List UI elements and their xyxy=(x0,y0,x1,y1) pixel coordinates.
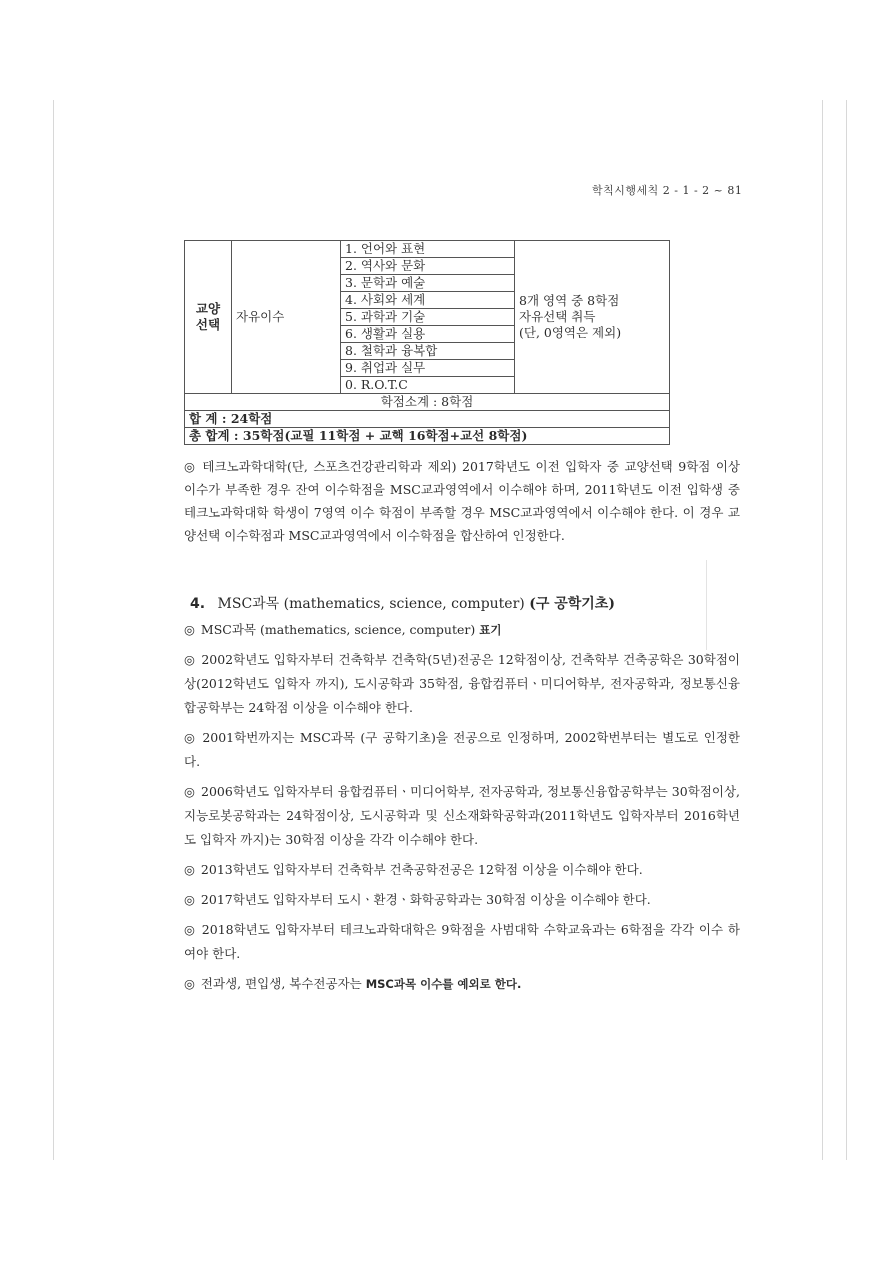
rule-text: 2001학번까지는 MSC과목 (구 공학기초)을 전공으로 인정하며, 2002학번부터는 별도로 인정한다. xyxy=(184,730,740,769)
total-row: 합 계 : 24학점 xyxy=(185,411,670,428)
curriculum-table xyxy=(184,240,670,445)
page-reference: 학칙시행세칙 2 - 1 - 2 ~ 81 xyxy=(592,184,743,197)
rule-text: MSC과목 (mathematics, science, computer) xyxy=(200,622,476,637)
note-text: 8개 영역 중 8학점 자유선택 취득 (단, 0영역은 제외) xyxy=(519,293,622,340)
rule-bold-text: 표기 xyxy=(479,623,502,637)
rule-text: 2006학년도 입학자부터 융합컴퓨터ㆍ미디어학부, 전자공학과, 정보통신융합공학부는 30학점이상, 지능로봇공학과는 24학점이상, 도시공학과 및 신소재화학공학과(2011학년도 입학자부터 2016학년도 입학자 까지)는 30학점 이상을 각각 이수해야 한다. xyxy=(184,784,740,847)
transfer-note xyxy=(184,455,740,553)
section-title-en: MSC과목 (mathematics, science, computer) xyxy=(217,596,525,612)
area-row: 2. 역사와 문화 xyxy=(341,258,515,275)
page-edge-right-1 xyxy=(822,100,823,1160)
section-heading xyxy=(190,593,615,613)
area-row: 6. 생활과 실용 xyxy=(341,326,515,343)
double-circle-icon: ◎ xyxy=(184,976,195,991)
category-label: 교양 선택 xyxy=(195,301,221,332)
note-text: 테크노과학대학(단, 스포츠건강관리학과 제외) 2017학년도 이전 입학자 중 교양선택 9학점 이상 이수가 부족한 경우 잔여 이수학점을 MSC교과영역에서 이수해야 하며, 2011학년도 이전 입학생 중 테크노과학대학 학생이 7영역 이수 학점이 부족할 경우 MSC교과영역에서 이수해야 한다. 이 경우 교양선택 이수학점과 MSC교과영역에서 이수학점을 합산하여 인정한다. xyxy=(184,459,740,543)
double-circle-icon: ◎ xyxy=(184,862,195,877)
area-row: 1. 언어와 표현 xyxy=(341,241,515,258)
area-row: 3. 문학과 예술 xyxy=(341,275,515,292)
rule-text: 2002학년도 입학자부터 건축학부 건축학(5년)전공은 12학점이상, 건축학부 건축공학은 30학점이상(2012학년도 입학자 까지), 도시공학과 35학점, 융합컴퓨터ㆍ미디어학부, 전자공학과, 정보통신융합공학부는 24학점 이상을 이수해야 한다. xyxy=(184,652,740,715)
subcategory-cell: 자유이수 xyxy=(232,241,341,394)
subtotal-row: 학점소계 : 8학점 xyxy=(185,394,670,411)
area-row: 8. 철학과 융복합 xyxy=(341,343,515,360)
rule-text: 2018학년도 입학자부터 테크노과학대학은 9학점을 사범대학 수학교육과는 6학점을 각각 이수 하여야 한다. xyxy=(184,922,740,961)
area-row: 5. 과학과 기술 xyxy=(341,309,515,326)
section-title-kr: (구 공학기초) xyxy=(529,596,615,612)
area-row: 4. 사회와 세계 xyxy=(341,292,515,309)
double-circle-icon: ◎ xyxy=(184,622,195,637)
section-number: 4. xyxy=(190,596,206,612)
rule-text: 2017학년도 입학자부터 도시ㆍ환경ㆍ화학공학과는 30학점 이상을 이수해야 한다. xyxy=(200,892,651,907)
area-row: 0. R.O.T.C xyxy=(341,377,515,394)
double-circle-icon: ◎ xyxy=(184,652,196,667)
page-edge-left xyxy=(53,100,54,1160)
rule-bold-text: MSC과목 이수를 예외로 한다. xyxy=(365,977,522,991)
msc-rules xyxy=(184,618,740,1002)
double-circle-icon: ◎ xyxy=(184,459,197,474)
double-circle-icon: ◎ xyxy=(184,784,196,799)
double-circle-icon: ◎ xyxy=(184,730,197,745)
double-circle-icon: ◎ xyxy=(184,922,196,937)
double-circle-icon: ◎ xyxy=(184,892,195,907)
rule-text: 2013학년도 입학자부터 건축학부 건축공학전공은 12학점 이상을 이수해야 한다. xyxy=(200,862,643,877)
grand-total-row: 총 합계 : 35학점(교필 11학점 + 교핵 16학점+교선 8학점) xyxy=(185,428,670,445)
note-cell xyxy=(515,241,670,394)
rule-text: 전과생, 편입생, 복수전공자는 xyxy=(200,976,362,991)
area-row: 9. 취업과 실무 xyxy=(341,360,515,377)
category-cell xyxy=(185,241,232,394)
page-edge-right-2 xyxy=(846,100,847,1160)
